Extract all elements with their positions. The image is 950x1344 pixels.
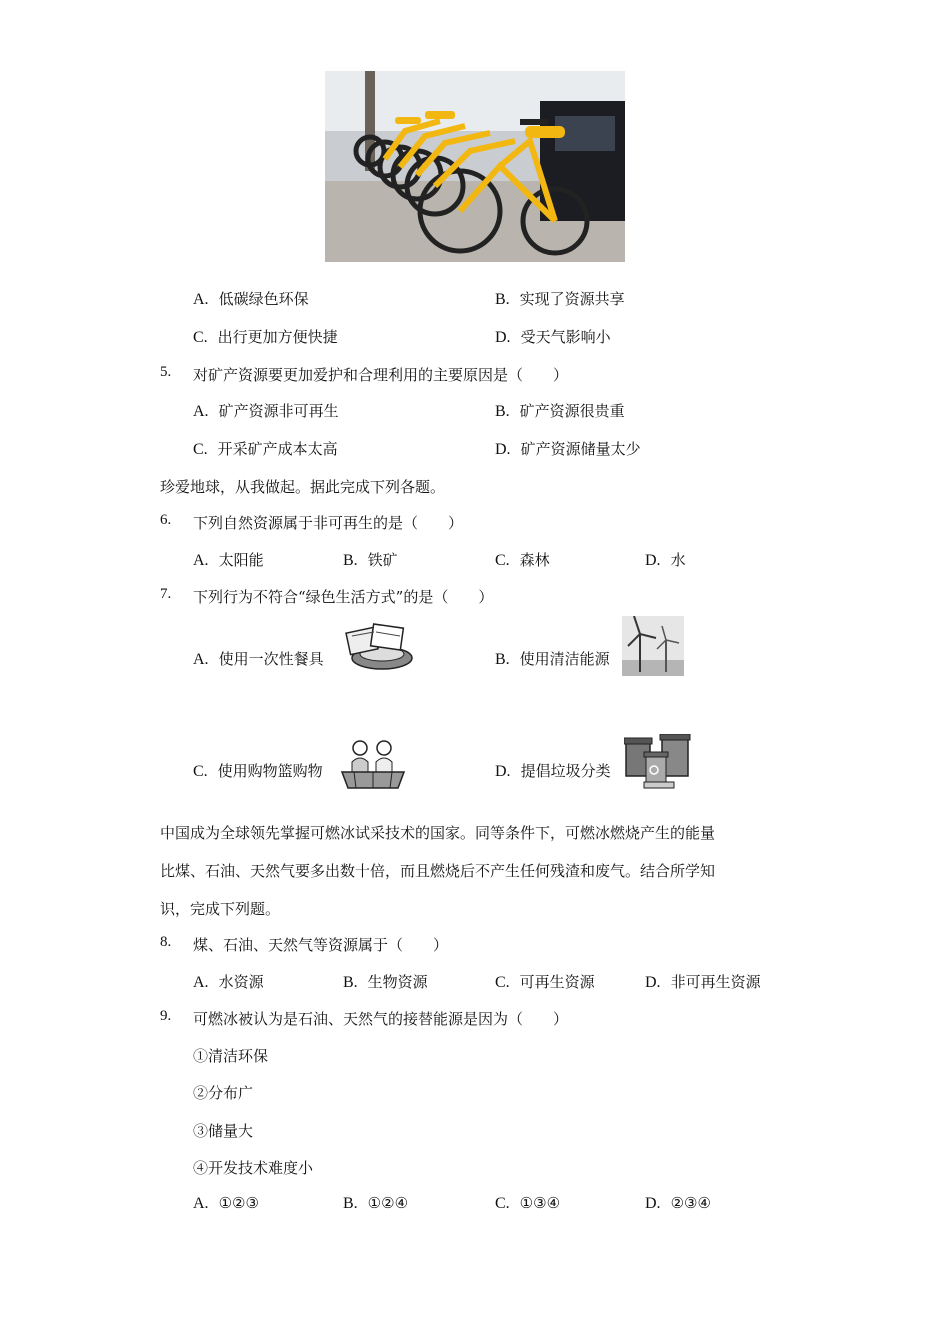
option-letter: B. bbox=[343, 1195, 358, 1212]
shopping-basket-icon bbox=[338, 738, 408, 794]
question-stem: 煤、石油、天然气等资源属于（ ） bbox=[193, 936, 449, 954]
passage-line: 识，完成下列题。 bbox=[160, 900, 281, 918]
option-letter: A. bbox=[193, 403, 209, 420]
option-text: ②③④ bbox=[670, 1194, 711, 1212]
option-text: 水资源 bbox=[218, 973, 264, 991]
option-text: ①②④ bbox=[367, 1194, 409, 1212]
passage-line: 中国成为全球领先掌握可燃冰试采技术的国家。同等条件下，可燃冰燃烧产生的能量 bbox=[160, 824, 716, 842]
option-c[interactable] bbox=[495, 1194, 560, 1213]
option-d[interactable] bbox=[645, 971, 761, 992]
option-text: 铁矿 bbox=[367, 551, 398, 569]
statement-item: ④开发技术难度小 bbox=[193, 1159, 314, 1177]
recycle-bins-icon bbox=[624, 734, 694, 794]
option-text: ①③④ bbox=[519, 1194, 561, 1212]
option-d[interactable] bbox=[495, 438, 641, 459]
option-letter: B. bbox=[495, 651, 510, 668]
option-b[interactable] bbox=[495, 648, 610, 669]
disposable-tableware-icon bbox=[342, 622, 414, 676]
option-letter: D. bbox=[645, 552, 661, 569]
option-a[interactable] bbox=[193, 1194, 259, 1213]
option-letter: D. bbox=[645, 1195, 661, 1212]
question-number: 6. bbox=[160, 512, 172, 528]
passage-line: 比煤、石油、天然气要多出数十倍，而且燃烧后不产生任何残渣和废气。结合所学知 bbox=[160, 862, 716, 880]
option-letter: D. bbox=[495, 441, 511, 458]
option-letter: A. bbox=[193, 291, 209, 308]
option-b[interactable] bbox=[495, 400, 625, 421]
option-text: 非可再生资源 bbox=[670, 973, 761, 991]
option-letter: C. bbox=[495, 1195, 510, 1212]
shared-bicycles-photo bbox=[325, 71, 625, 262]
option-letter: B. bbox=[495, 291, 510, 308]
option-d[interactable] bbox=[645, 1194, 711, 1213]
option-text: 水 bbox=[670, 551, 686, 569]
question-stem: 可燃冰被认为是石油、天然气的接替能源是因为（ ） bbox=[193, 1010, 569, 1028]
option-c[interactable] bbox=[193, 438, 338, 459]
option-text: 矿产资源很贵重 bbox=[519, 402, 625, 420]
option-letter: A. bbox=[193, 1195, 209, 1212]
option-a[interactable] bbox=[193, 648, 324, 669]
option-letter: D. bbox=[495, 763, 511, 780]
question-number: 9. bbox=[160, 1008, 172, 1024]
option-text: 可再生资源 bbox=[519, 973, 595, 991]
question-stem: 对矿产资源要更加爱护和合理利用的主要原因是（ ） bbox=[193, 366, 569, 384]
option-b[interactable] bbox=[343, 1194, 408, 1213]
question-stem: 下列自然资源属于非可再生的是（ ） bbox=[193, 514, 464, 532]
option-text: 使用一次性餐具 bbox=[218, 650, 324, 668]
option-c[interactable] bbox=[193, 326, 338, 347]
option-letter: C. bbox=[193, 441, 208, 458]
option-letter: B. bbox=[343, 974, 358, 991]
option-b[interactable] bbox=[495, 288, 625, 309]
option-text: 使用清洁能源 bbox=[519, 650, 610, 668]
option-letter: D. bbox=[495, 329, 511, 346]
bicycles-illustration bbox=[325, 71, 625, 262]
question-number: 7. bbox=[160, 586, 172, 602]
option-letter: A. bbox=[193, 651, 209, 668]
passage-intro: 珍爱地球，从我做起。据此完成下列各题。 bbox=[160, 478, 446, 496]
option-text: ①②③ bbox=[218, 1194, 259, 1212]
option-text: 矿产资源非可再生 bbox=[218, 402, 339, 420]
option-c[interactable] bbox=[193, 760, 323, 781]
option-a[interactable] bbox=[193, 549, 264, 570]
option-a[interactable] bbox=[193, 400, 339, 421]
wind-turbine-icon bbox=[622, 616, 684, 680]
option-text: 太阳能 bbox=[218, 551, 264, 569]
option-d[interactable] bbox=[495, 326, 611, 347]
option-text: 低碳绿色环保 bbox=[218, 290, 309, 308]
statement-item: ②分布广 bbox=[193, 1084, 254, 1102]
option-text: 受天气影响小 bbox=[520, 328, 611, 346]
option-a[interactable] bbox=[193, 971, 264, 992]
option-letter: C. bbox=[495, 552, 510, 569]
option-text: 实现了资源共享 bbox=[519, 290, 625, 308]
statement-item: ③储量大 bbox=[193, 1122, 254, 1140]
option-letter: C. bbox=[495, 974, 510, 991]
question-stem: 下列行为不符合“绿色生活方式”的是（ ） bbox=[193, 588, 494, 606]
option-c[interactable] bbox=[495, 549, 550, 570]
option-text: 提倡垃圾分类 bbox=[520, 762, 611, 780]
option-b[interactable] bbox=[343, 549, 398, 570]
question-number: 8. bbox=[160, 934, 172, 950]
option-letter: A. bbox=[193, 552, 209, 569]
option-text: 使用购物篮购物 bbox=[217, 762, 323, 780]
option-text: 生物资源 bbox=[367, 973, 428, 991]
option-d[interactable] bbox=[495, 760, 611, 781]
option-letter: D. bbox=[645, 974, 661, 991]
option-a[interactable] bbox=[193, 288, 309, 309]
option-text: 森林 bbox=[519, 551, 550, 569]
option-c[interactable] bbox=[495, 971, 595, 992]
option-text: 出行更加方便快捷 bbox=[217, 328, 338, 346]
option-letter: B. bbox=[343, 552, 358, 569]
option-letter: C. bbox=[193, 763, 208, 780]
question-number: 5. bbox=[160, 364, 172, 380]
option-letter: C. bbox=[193, 329, 208, 346]
option-d[interactable] bbox=[645, 549, 686, 570]
option-b[interactable] bbox=[343, 971, 428, 992]
option-text: 矿产资源储量太少 bbox=[520, 440, 641, 458]
option-text: 开采矿产成本太高 bbox=[217, 440, 338, 458]
option-letter: B. bbox=[495, 403, 510, 420]
statement-item: ①清洁环保 bbox=[193, 1047, 269, 1065]
option-letter: A. bbox=[193, 974, 209, 991]
